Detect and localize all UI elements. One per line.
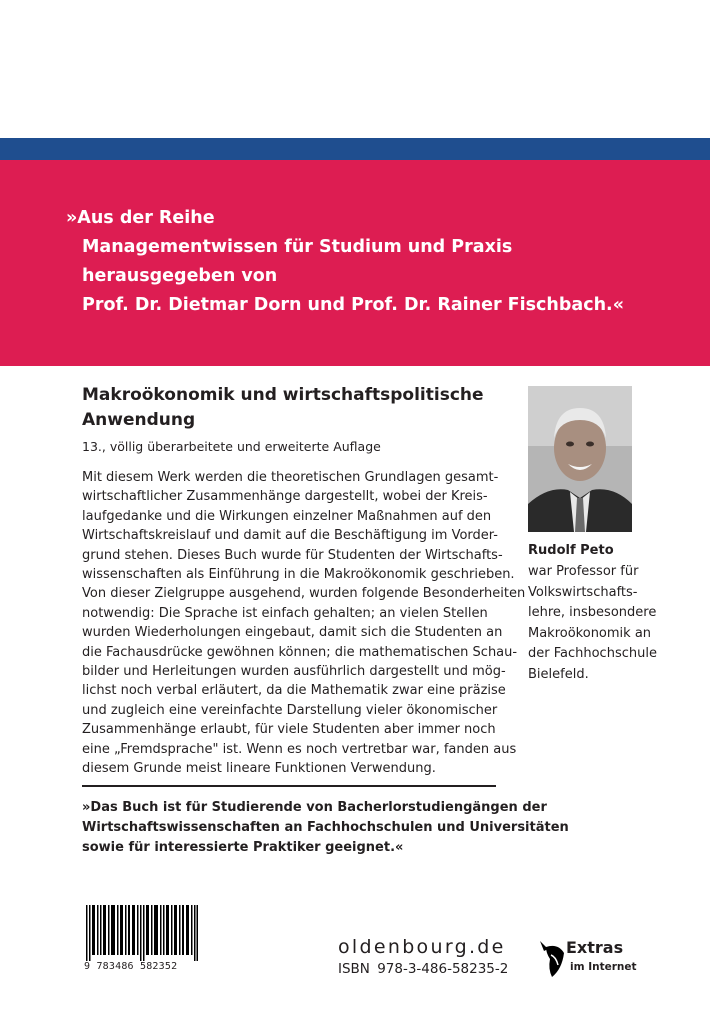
bio-line: Volkswirtschafts-: [528, 584, 638, 600]
description-line: wirtschaftlicher Zusammenhänge dargestellt, wobei der Kreis-: [82, 489, 488, 505]
bio-line: der Fachhochschule: [528, 646, 657, 661]
description-line: die Fachausdrücke gewöhnen können; die mathematischen Schau-: [82, 644, 518, 660]
author-bio: [528, 562, 698, 685]
book-title: Makroökonomik und wirtschaftspolitische Anwendung: [82, 385, 484, 430]
quote-line: Wirtschaftswissenschaften an Fachhochschulen und Universitäten: [82, 820, 569, 835]
description-line: lichst noch verbal erläutert, da die Mathematik zwar eine präzise: [82, 683, 506, 699]
description-line: Zusammenhänge erlaubt, für viele Studenten aber immer noch: [82, 722, 496, 738]
extras-title: Extras: [566, 938, 624, 957]
description-line: und zugleich eine vereinfachte Darstellung vieler ökonomischer: [82, 702, 498, 718]
description-line: Von dieser Zielgruppe ausgehend, wurden folgende Besonderheiten: [82, 586, 526, 602]
quote-line: »Das Buch ist für Studierende von Bacherlorstudiengängen der: [82, 800, 547, 815]
series-statement: [66, 204, 686, 320]
globe-cursor-icon: [538, 935, 568, 979]
series-line: herausgegeben von: [82, 266, 278, 286]
description-line: laufgedanke und die Wirkungen einzelner Maßnahmen auf den: [82, 508, 492, 524]
top-blue-band: [0, 138, 710, 160]
description-line: Mit diesem Werk werden die theoretischen Grundlagen gesamt-: [82, 470, 499, 485]
description-line: diesem Grunde meist lineare Funktionen Verwendung.: [82, 761, 436, 777]
isbn-barcode: [86, 905, 198, 961]
bio-line: lehre, insbesondere: [528, 605, 657, 620]
section-divider: [82, 785, 496, 787]
description-line: wissenschaften als Einführung in die Makroökonomik geschrieben.: [82, 567, 515, 583]
book-description: [82, 468, 526, 779]
description-line: eine „Fremdsprache" ist. Wenn es noch vertretbar war, fanden aus: [82, 741, 517, 757]
author-photo: [528, 386, 632, 532]
series-line: Managementwissen für Studium und Praxis: [82, 237, 513, 257]
description-line: Wirtschaftskreislauf und damit auf die Beschäftigung im Vorder-: [82, 528, 498, 544]
edition-note: 13., völlig überarbeitete und erweiterte Auflage: [82, 439, 381, 454]
quote-line: sowie für interessierte Praktiker geeignet.«: [82, 840, 404, 855]
publisher-website[interactable]: oldenbourg.de: [338, 936, 506, 958]
extras-subtitle: im Internet: [570, 961, 637, 973]
target-audience-quote: [82, 798, 569, 858]
extras-internet-badge[interactable]: [538, 935, 668, 985]
description-line: grund stehen. Dieses Buch wurde für Studenten der Wirtschafts-: [82, 547, 503, 563]
barcode-digits: 9 783486 582352: [84, 961, 178, 972]
isbn-number: ISBN 978-3-486-58235-2: [338, 961, 509, 977]
series-line: »Aus der Reihe: [66, 208, 215, 228]
bio-line: Bielefeld.: [528, 666, 589, 682]
author-name: Rudolf Peto: [528, 543, 614, 558]
description-line: wurden Wiederholungen eingebaut, damit sich die Studenten an: [82, 625, 503, 641]
author-portrait-icon: [528, 386, 632, 532]
description-line: bilder und Herleitungen wurden ausführlich dargestellt und mög-: [82, 664, 506, 680]
bio-line: Makroökonomik an: [528, 625, 652, 641]
description-line: notwendig: Die Sprache ist einfach gehalten; an vielen Stellen: [82, 605, 488, 621]
series-line: Prof. Dr. Dietmar Dorn und Prof. Dr. Rainer Fischbach.«: [82, 295, 625, 315]
bio-line: war Professor für: [528, 564, 639, 579]
